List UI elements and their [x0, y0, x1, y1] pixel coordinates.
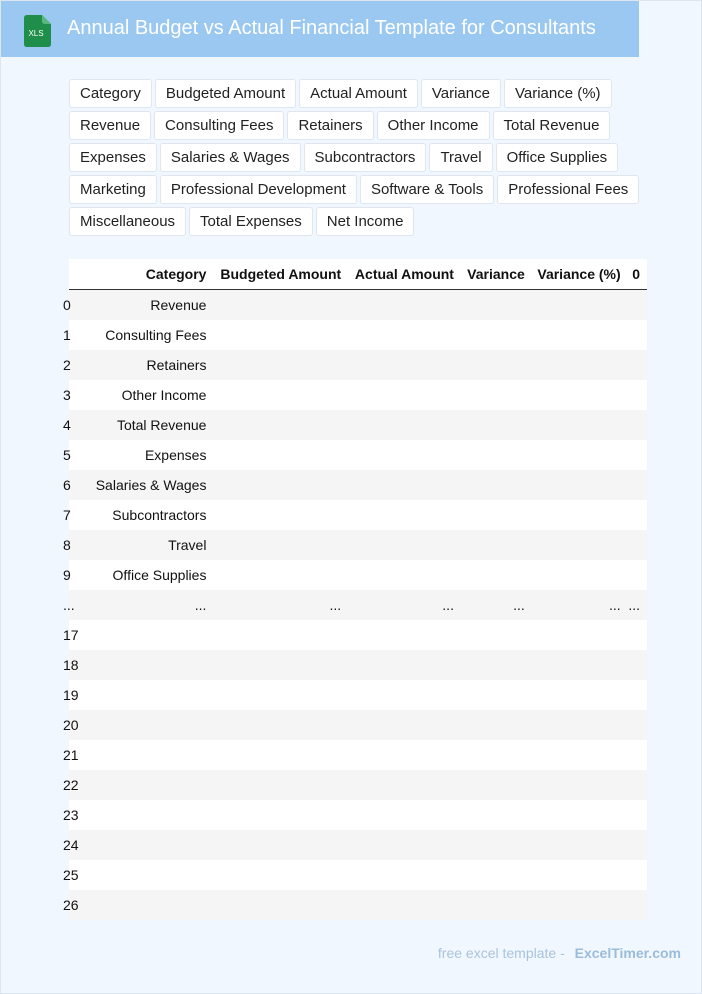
- cell-variance-percent: [525, 800, 621, 830]
- row-index-label: 20: [63, 717, 79, 733]
- cell-budgeted-amount: [206, 740, 341, 770]
- row-index-label: 24: [63, 837, 79, 853]
- cell-actual-amount: [341, 440, 454, 470]
- cell-row-index: [63, 500, 79, 530]
- cell-budgeted-amount: [206, 440, 341, 470]
- cell-variance-percent: [525, 560, 621, 590]
- cell-variance-percent: [525, 650, 621, 680]
- table-row: [69, 860, 647, 890]
- cell-actual-amount: [341, 530, 454, 560]
- cell-zero-column: [621, 380, 647, 410]
- cell-budgeted-amount: [206, 320, 341, 350]
- column-chip[interactable]: Subcontractors: [304, 143, 427, 172]
- cell-actual-amount: [341, 500, 454, 530]
- cell-category: [79, 890, 207, 920]
- table-row: [69, 890, 647, 920]
- cell-variance: [454, 350, 525, 380]
- cell-budgeted-amount: [206, 770, 341, 800]
- row-index-label: 7: [63, 507, 71, 523]
- cell-category: [79, 740, 207, 770]
- row-index-label: 26: [63, 897, 79, 913]
- column-chip[interactable]: Actual Amount: [299, 79, 418, 108]
- table-row: [69, 620, 647, 650]
- cell-zero-column: [621, 560, 647, 590]
- cell-budgeted-amount: [206, 410, 341, 440]
- column-chip[interactable]: Variance (%): [504, 79, 612, 108]
- data-table-container: [63, 259, 647, 921]
- footer-prefix: free excel template -: [437, 945, 565, 961]
- cell-variance: [454, 770, 525, 800]
- cell-row-index: [63, 380, 79, 410]
- cell-category: Subcontractors: [79, 500, 207, 530]
- cell-budgeted-amount: [206, 350, 341, 380]
- cell-actual-amount: [341, 350, 454, 380]
- cell-variance: [454, 290, 525, 321]
- cell-category: Total Revenue: [79, 410, 207, 440]
- cell-category: Revenue: [79, 290, 207, 321]
- cell-category: [79, 620, 207, 650]
- cell-variance-percent: [525, 830, 621, 860]
- cell-actual-amount: ...: [341, 590, 454, 620]
- column-chip[interactable]: Total Expenses: [189, 207, 313, 236]
- cell-actual-amount: [341, 650, 454, 680]
- cell-variance-percent: [525, 710, 621, 740]
- header-variance-percent: Variance (%): [525, 259, 621, 290]
- row-index-label: 4: [63, 417, 71, 433]
- table-row: [69, 590, 647, 620]
- cell-budgeted-amount: [206, 470, 341, 500]
- cell-row-index: [63, 290, 79, 321]
- column-chip[interactable]: Software & Tools: [360, 175, 494, 204]
- cell-zero-column: [621, 830, 647, 860]
- cell-budgeted-amount: [206, 380, 341, 410]
- cell-zero-column: [621, 740, 647, 770]
- cell-zero-column: [621, 500, 647, 530]
- cell-zero-column: [621, 890, 647, 920]
- cell-row-index: [63, 710, 79, 740]
- table-row: [69, 320, 647, 350]
- cell-row-index: [63, 470, 79, 500]
- footer-credit: [438, 945, 681, 961]
- cell-row-index: [63, 680, 79, 710]
- cell-actual-amount: [341, 470, 454, 500]
- cell-category: [79, 800, 207, 830]
- column-chip[interactable]: Marketing: [69, 175, 157, 204]
- column-chip[interactable]: Consulting Fees: [154, 111, 284, 140]
- row-index-label: ...: [63, 597, 75, 613]
- cell-variance: ...: [454, 590, 525, 620]
- column-chip[interactable]: Retainers: [287, 111, 373, 140]
- cell-variance: [454, 860, 525, 890]
- cell-variance-percent: [525, 500, 621, 530]
- cell-row-index: [63, 440, 79, 470]
- cell-category: Salaries & Wages: [79, 470, 207, 500]
- cell-budgeted-amount: [206, 860, 341, 890]
- cell-variance: [454, 740, 525, 770]
- cell-row-index: [63, 410, 79, 440]
- cell-category: Office Supplies: [79, 560, 207, 590]
- cell-category: Travel: [79, 530, 207, 560]
- cell-zero-column: [621, 410, 647, 440]
- table-row: [69, 830, 647, 860]
- header-category: Category: [79, 259, 207, 290]
- row-index-label: 2: [63, 357, 71, 373]
- column-chip[interactable]: Professional Development: [160, 175, 357, 204]
- cell-actual-amount: [341, 560, 454, 590]
- cell-zero-column: [621, 800, 647, 830]
- cell-variance-percent: [525, 350, 621, 380]
- row-index-label: 23: [63, 807, 79, 823]
- cell-actual-amount: [341, 680, 454, 710]
- header-budgeted-amount: Budgeted Amount: [206, 259, 341, 290]
- header-zero-column: 0: [621, 259, 647, 290]
- cell-category: [79, 710, 207, 740]
- cell-variance-percent: [525, 740, 621, 770]
- cell-budgeted-amount: [206, 680, 341, 710]
- cell-actual-amount: [341, 380, 454, 410]
- header-row-index: [69, 259, 79, 290]
- cell-budgeted-amount: [206, 830, 341, 860]
- table-row: [69, 800, 647, 830]
- cell-variance-percent: [525, 770, 621, 800]
- cell-zero-column: [621, 620, 647, 650]
- cell-row-index: [63, 350, 79, 380]
- cell-budgeted-amount: [206, 620, 341, 650]
- table-row: [69, 440, 647, 470]
- table-row: [69, 470, 647, 500]
- cell-variance: [454, 380, 525, 410]
- cell-actual-amount: [341, 860, 454, 890]
- table-row: [69, 350, 647, 380]
- table-row: [69, 380, 647, 410]
- row-index-label: 6: [63, 477, 71, 493]
- cell-variance-percent: [525, 440, 621, 470]
- cell-row-index: [63, 890, 79, 920]
- cell-variance-percent: ...: [525, 590, 621, 620]
- cell-category: [79, 650, 207, 680]
- cell-zero-column: [621, 710, 647, 740]
- row-index-label: 5: [63, 447, 71, 463]
- cell-actual-amount: [341, 620, 454, 650]
- cell-variance: [454, 470, 525, 500]
- cell-row-index: [63, 590, 79, 620]
- column-chip[interactable]: Expenses: [69, 143, 157, 172]
- cell-budgeted-amount: [206, 710, 341, 740]
- column-chip[interactable]: Total Revenue: [493, 111, 611, 140]
- cell-zero-column: ...: [621, 590, 647, 620]
- cell-budgeted-amount: [206, 530, 341, 560]
- column-chip[interactable]: Miscellaneous: [69, 207, 186, 236]
- cell-category: Retainers: [79, 350, 207, 380]
- cell-variance-percent: [525, 680, 621, 710]
- cell-variance-percent: [525, 860, 621, 890]
- cell-variance-percent: [525, 380, 621, 410]
- header-variance: Variance: [454, 259, 525, 290]
- cell-variance: [454, 650, 525, 680]
- cell-zero-column: [621, 320, 647, 350]
- cell-variance: [454, 710, 525, 740]
- row-index-label: 18: [63, 657, 79, 673]
- cell-actual-amount: [341, 830, 454, 860]
- cell-category: Expenses: [79, 440, 207, 470]
- table-row: [69, 290, 647, 321]
- header-banner: [1, 1, 639, 57]
- cell-variance: [454, 320, 525, 350]
- cell-zero-column: [621, 290, 647, 321]
- cell-category: [79, 770, 207, 800]
- column-chip[interactable]: Variance: [421, 79, 501, 108]
- cell-variance-percent: [525, 470, 621, 500]
- row-index-label: 1: [63, 327, 71, 343]
- cell-zero-column: [621, 770, 647, 800]
- row-index-label: 9: [63, 567, 71, 583]
- cell-row-index: [63, 530, 79, 560]
- cell-actual-amount: [341, 320, 454, 350]
- cell-variance-percent: [525, 530, 621, 560]
- cell-row-index: [63, 860, 79, 890]
- cell-actual-amount: [341, 710, 454, 740]
- cell-row-index: [63, 620, 79, 650]
- cell-category: [79, 830, 207, 860]
- cell-actual-amount: [341, 770, 454, 800]
- cell-variance: [454, 440, 525, 470]
- cell-category: ...: [79, 590, 207, 620]
- cell-variance-percent: [525, 620, 621, 650]
- cell-variance: [454, 410, 525, 440]
- cell-variance-percent: [525, 290, 621, 321]
- cell-budgeted-amount: [206, 890, 341, 920]
- cell-actual-amount: [341, 410, 454, 440]
- cell-budgeted-amount: ...: [206, 590, 341, 620]
- column-chip[interactable]: Net Income: [316, 207, 415, 236]
- cell-actual-amount: [341, 740, 454, 770]
- column-chip[interactable]: Salaries & Wages: [160, 143, 301, 172]
- cell-actual-amount: [341, 890, 454, 920]
- cell-category: [79, 680, 207, 710]
- table-header-row: [69, 259, 647, 290]
- column-chip[interactable]: Budgeted Amount: [155, 79, 296, 108]
- cell-budgeted-amount: [206, 800, 341, 830]
- table-row: [69, 500, 647, 530]
- cell-zero-column: [621, 650, 647, 680]
- cell-category: Other Income: [79, 380, 207, 410]
- cell-variance: [454, 530, 525, 560]
- row-index-label: 19: [63, 687, 79, 703]
- xls-icon-label: XLS: [28, 29, 44, 38]
- cell-variance: [454, 800, 525, 830]
- cell-budgeted-amount: [206, 290, 341, 321]
- cell-zero-column: [621, 440, 647, 470]
- column-chip[interactable]: Revenue: [69, 111, 151, 140]
- excel-file-icon: [23, 15, 51, 47]
- row-index-label: 21: [63, 747, 79, 763]
- table-row: [69, 740, 647, 770]
- cell-row-index: [63, 800, 79, 830]
- table-row: [69, 680, 647, 710]
- cell-row-index: [63, 560, 79, 590]
- footer-brand-link[interactable]: ExcelTimer.com: [574, 945, 681, 961]
- cell-variance: [454, 620, 525, 650]
- cell-variance-percent: [525, 320, 621, 350]
- cell-variance: [454, 830, 525, 860]
- header-actual-amount: Actual Amount: [341, 259, 454, 290]
- cell-zero-column: [621, 470, 647, 500]
- cell-row-index: [63, 320, 79, 350]
- table-row: [69, 560, 647, 590]
- row-index-label: 17: [63, 627, 79, 643]
- cell-row-index: [63, 770, 79, 800]
- column-chip[interactable]: Professional Fees: [497, 175, 639, 204]
- cell-budgeted-amount: [206, 560, 341, 590]
- cell-row-index: [63, 830, 79, 860]
- table-row: [69, 410, 647, 440]
- cell-variance-percent: [525, 890, 621, 920]
- cell-zero-column: [621, 680, 647, 710]
- cell-budgeted-amount: [206, 500, 341, 530]
- cell-row-index: [63, 650, 79, 680]
- table-row: [69, 650, 647, 680]
- table-row: [69, 530, 647, 560]
- row-index-label: 25: [63, 867, 79, 883]
- row-index-label: 3: [63, 387, 71, 403]
- cell-budgeted-amount: [206, 650, 341, 680]
- cell-category: [79, 860, 207, 890]
- column-chip[interactable]: Category: [69, 79, 152, 108]
- cell-category: Consulting Fees: [79, 320, 207, 350]
- column-chip[interactable]: Travel: [429, 143, 492, 172]
- cell-variance: [454, 500, 525, 530]
- cell-zero-column: [621, 860, 647, 890]
- table-row: [69, 710, 647, 740]
- cell-row-index: [63, 740, 79, 770]
- cell-variance: [454, 560, 525, 590]
- column-chip[interactable]: Other Income: [377, 111, 490, 140]
- cell-zero-column: [621, 350, 647, 380]
- cell-actual-amount: [341, 800, 454, 830]
- cell-variance: [454, 680, 525, 710]
- row-index-label: 8: [63, 537, 71, 553]
- row-index-label: 0: [63, 297, 71, 313]
- column-chip-list: [69, 79, 679, 236]
- row-index-label: 22: [63, 777, 79, 793]
- cell-zero-column: [621, 530, 647, 560]
- cell-actual-amount: [341, 290, 454, 321]
- cell-variance: [454, 890, 525, 920]
- cell-variance-percent: [525, 410, 621, 440]
- data-table: [63, 259, 647, 920]
- table-row: [69, 770, 647, 800]
- column-chip[interactable]: Office Supplies: [496, 143, 619, 172]
- page-title: Annual Budget vs Actual Financial Template for Consultants: [67, 17, 596, 39]
